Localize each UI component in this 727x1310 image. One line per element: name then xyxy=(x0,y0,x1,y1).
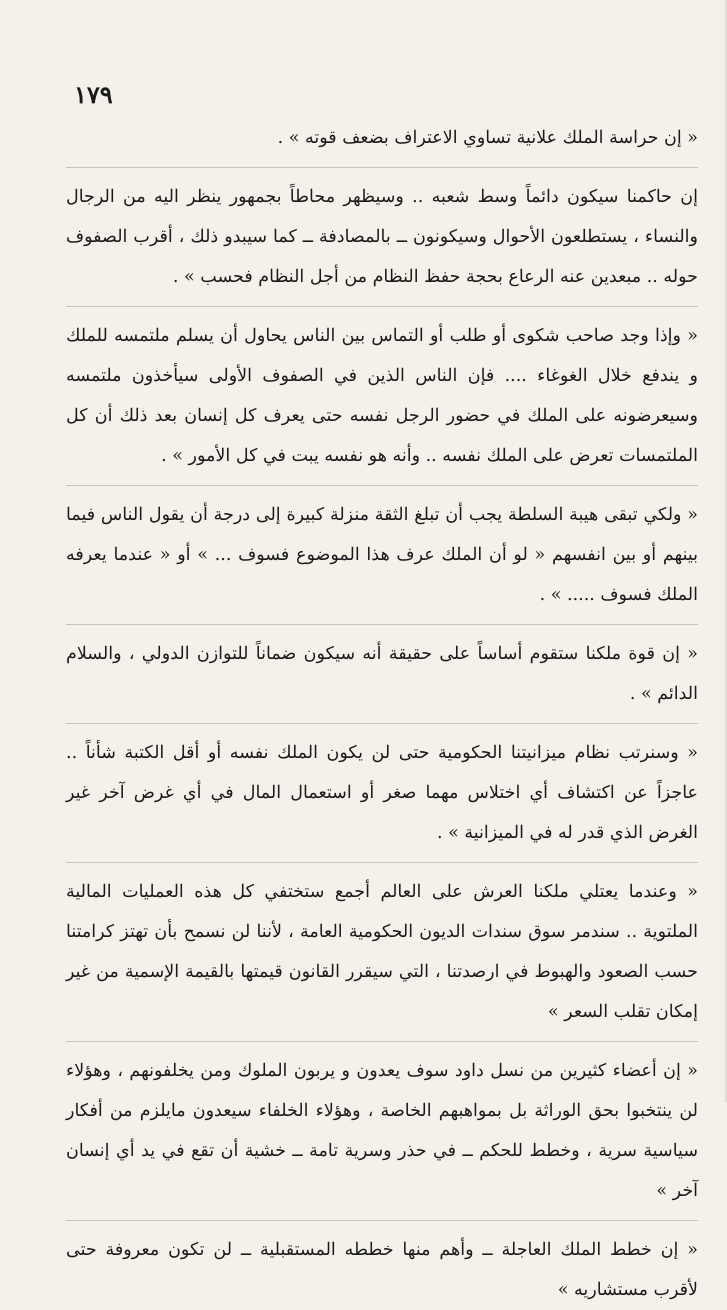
paragraph-6: « وسنرتب نظام ميزانيتنا الحكومية حتى لن يكون الملك نفسه أو أقل الكتبة شأناً .. عاجزاً عن اكتشاف أي اختلاس مهما صغر أو استعمال المال في أي غرض آخر غير الغرض الذي قدر له في الميزانية » . xyxy=(66,743,698,843)
page-number: ١٧٩ xyxy=(74,80,113,109)
paragraph-2: إن حاكمنا سيكون دائماً وسط شعبه .. وسيظهر محاطاً بجمهور ينظر اليه من الرجال والنساء ، يستطلعون الأحوال وسيكونون ــ بالمصادفة ــ كما سيبدو ذلك ، أقرب الصفوف حوله .. مبعدين عنه الرعاع بحجة حفظ النظام من أجل النظام فحسب » . xyxy=(66,187,698,287)
paragraph-3: « وإذا وجد صاحب شكوى أو طلب أو التماس بين الناس يحاول أن يسلم ملتمسه للملك و يندفع خلال الغوغاء .... فإن الناس الذين في الصفوف الأولى سيأخذون ملتمسه وسيعرضونه على الملك في حضور الرجل نفسه حتى يعرف كل إنسان بعد ذلك أن كل الملتمسات تعرض على الملك نفسه .. وأنه هو نفسه يبت في كل الأمور » . xyxy=(66,326,698,466)
paragraph-9: « إن خطط الملك العاجلة ــ وأهم منها خططه المستقبلية ــ لن تكون معروفة حتى لأقرب مستشاريه » xyxy=(66,1240,698,1300)
page-body xyxy=(66,118,698,1310)
paragraph-7: « وعندما يعتلي ملكنا العرش على العالم أجمع ستختفي كل هذه العمليات المالية الملتوية .. سندمر سوق سندات الديون الحكومية العامة ، لأننا لن نسمح بأن تهتز كرامتنا حسب الصعود والهبوط في ارصدتنا ، التي سيقرر القانون قيمتها بالقيمة الإسمية من غير إمكان تقلب السعر » xyxy=(66,882,698,1022)
paragraph-divider xyxy=(66,1220,698,1221)
paragraph-divider xyxy=(66,306,698,307)
paragraph-divider xyxy=(66,485,698,486)
paragraph-1: « إن حراسة الملك علانية تساوي الاعتراف بضعف قوته » . xyxy=(277,128,698,148)
paragraph-4: « ولكي تبقى هيبة السلطة يجب أن تبلغ الثقة منزلة كبيرة إلى درجة أن يقول الناس فيما بينهم أو بين انفسهم « لو أن الملك عرف هذا الموضوع فسوف ... » أو « عندما يعرفه الملك فسوف ..... » . xyxy=(66,505,698,605)
paragraph-divider xyxy=(66,624,698,625)
paragraph-divider xyxy=(66,723,698,724)
paragraph-divider xyxy=(66,1041,698,1042)
paragraph-divider xyxy=(66,167,698,168)
paragraph-8: « إن أعضاء كثيرين من نسل داود سوف يعدون و يربون الملوك ومن يخلفونهم ، وهؤلاء لن ينتخبوا بحق الوراثة بل بمواهبهم الخاصة ، وهؤلاء الخلفاء سيعدون مايلزم من أفكار سياسية سرية ، وخطط للحكم ــ في حذر وسرية تامة ــ خشية أن تقع في يد أي إنسان آخر » xyxy=(66,1061,698,1201)
paragraph-5: « إن قوة ملكنا ستقوم أساساً على حقيقة أنه سيكون ضماناً للتوازن الدولي ، والسلام الدائم » . xyxy=(66,644,698,704)
paragraph-divider xyxy=(66,862,698,863)
